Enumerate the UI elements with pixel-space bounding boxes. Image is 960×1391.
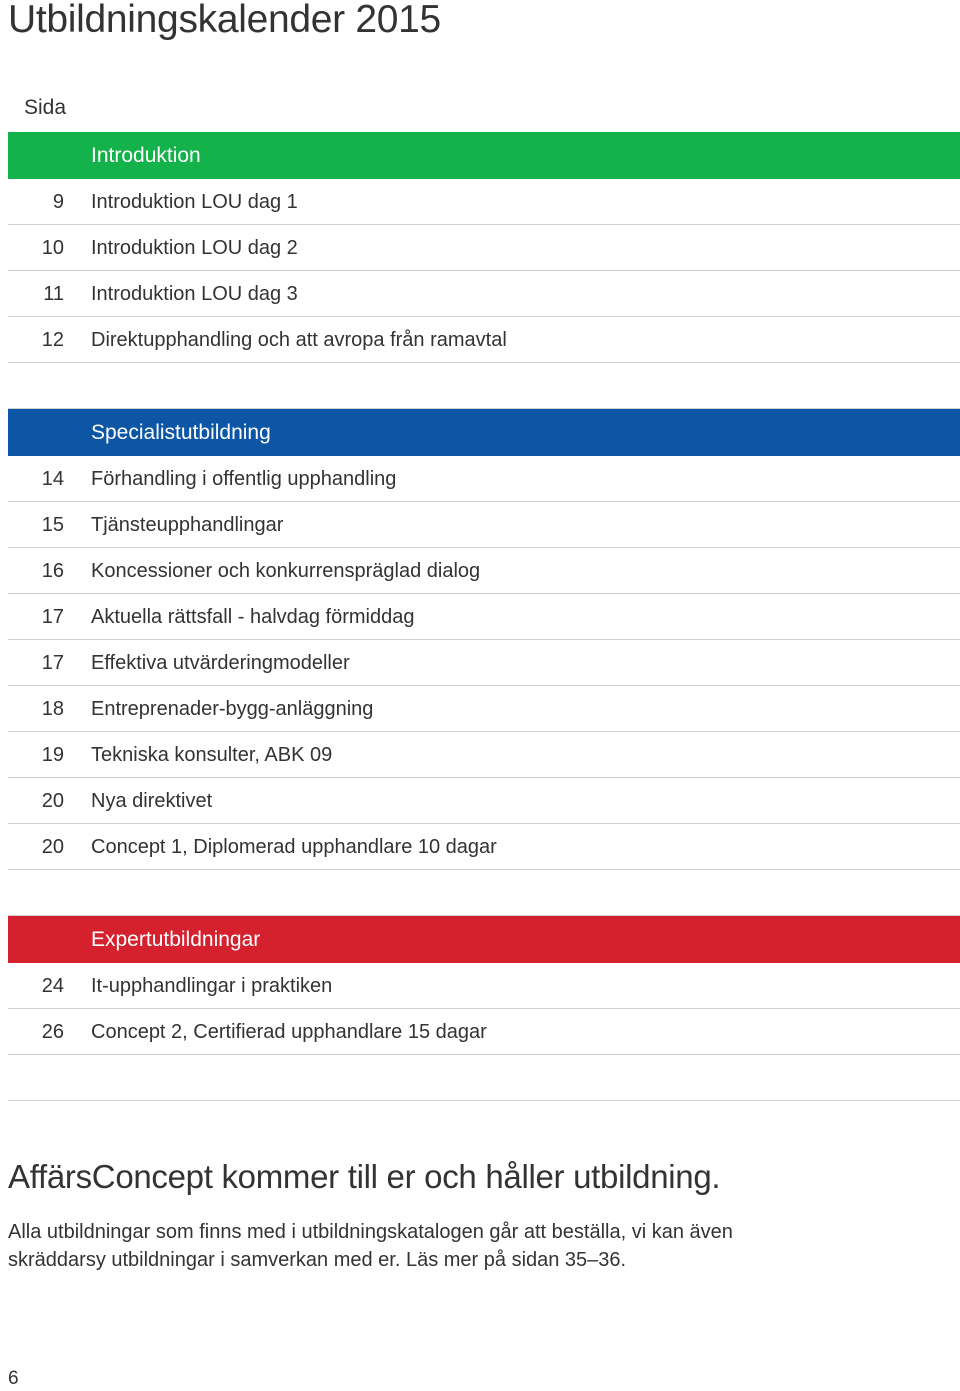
table-row (8, 778, 960, 824)
course-title: Introduktion LOU dag 1 (91, 191, 298, 213)
page-number-cell: 11 (43, 283, 64, 305)
table-row (8, 179, 960, 225)
table-row (8, 963, 960, 1009)
course-title: Direktupphandling och att avropa från ramavtal (91, 329, 507, 351)
course-title: Concept 1, Diplomerad upphandlare 10 dagar (91, 836, 497, 858)
table-row (8, 594, 960, 640)
page-number-cell: 17 (41, 606, 64, 628)
section-heading: Specialistutbildning (91, 421, 271, 444)
tagline-heading: AffärsConcept kommer till er och håller utbildning. (8, 1158, 721, 1195)
page-number-cell: 18 (41, 698, 64, 720)
table-row (8, 686, 960, 732)
page-number-cell: 19 (41, 744, 64, 766)
course-title: Nya direktivet (91, 790, 213, 812)
table-row (8, 225, 960, 271)
body-line: Alla utbildningar som finns med i utbildningskatalogen går att beställa, vi kan även (8, 1221, 733, 1243)
page-number-cell: 15 (41, 514, 64, 536)
page-number-cell: 24 (41, 975, 64, 997)
page-number-cell: 14 (41, 468, 64, 490)
course-title: It-upphandlingar i praktiken (91, 975, 333, 997)
table-row (8, 271, 960, 317)
table-row (8, 502, 960, 548)
section-header-specialistutbildning (8, 409, 960, 456)
section-header-introduktion (8, 132, 960, 179)
section-spacer (8, 1055, 960, 1101)
section-header-expertutbildningar (8, 916, 960, 963)
table-row (8, 732, 960, 778)
course-title: Aktuella rättsfall - halvdag förmiddag (91, 606, 415, 628)
page-number: 6 (8, 1368, 19, 1389)
page-number-cell: 26 (41, 1021, 64, 1043)
page-number-cell: 20 (41, 836, 64, 858)
page-number-cell: 16 (41, 560, 64, 582)
page-number-cell: 12 (41, 329, 64, 351)
page-number-cell: 17 (41, 652, 64, 674)
course-title: Effektiva utvärderingmodeller (91, 652, 350, 674)
course-title: Concept 2, Certifierad upphandlare 15 dagar (91, 1021, 487, 1043)
course-title: Introduktion LOU dag 2 (91, 237, 298, 259)
course-title: Koncessioner och konkurrenspräglad dialog (91, 560, 481, 582)
course-table (8, 132, 960, 1101)
body-line: skräddarsy utbildningar i samverkan med er. Läs mer på sidan 35–36. (8, 1249, 627, 1271)
course-title: Tjänsteupphandlingar (91, 514, 284, 536)
section-heading: Expertutbildningar (91, 928, 261, 951)
course-title: Förhandling i offentlig upphandling (91, 468, 397, 490)
page-column-label: Sida (24, 96, 67, 119)
section-spacer (8, 870, 960, 916)
page-number-cell: 9 (52, 191, 64, 213)
page-number-cell: 20 (41, 790, 64, 812)
table-row (8, 1009, 960, 1055)
table-row (8, 548, 960, 594)
section-spacer (8, 363, 960, 409)
table-row (8, 640, 960, 686)
table-row (8, 824, 960, 870)
course-title: Tekniska konsulter, ABK 09 (91, 744, 333, 766)
course-title: Entreprenader-bygg-anläggning (91, 698, 374, 720)
section-heading: Introduktion (91, 144, 201, 167)
course-title: Introduktion LOU dag 3 (91, 283, 298, 305)
body-paragraph (8, 1218, 868, 1274)
table-row (8, 317, 960, 363)
table-row (8, 456, 960, 502)
page-number-cell: 10 (41, 237, 64, 259)
page-title: Utbildningskalender 2015 (8, 0, 441, 41)
